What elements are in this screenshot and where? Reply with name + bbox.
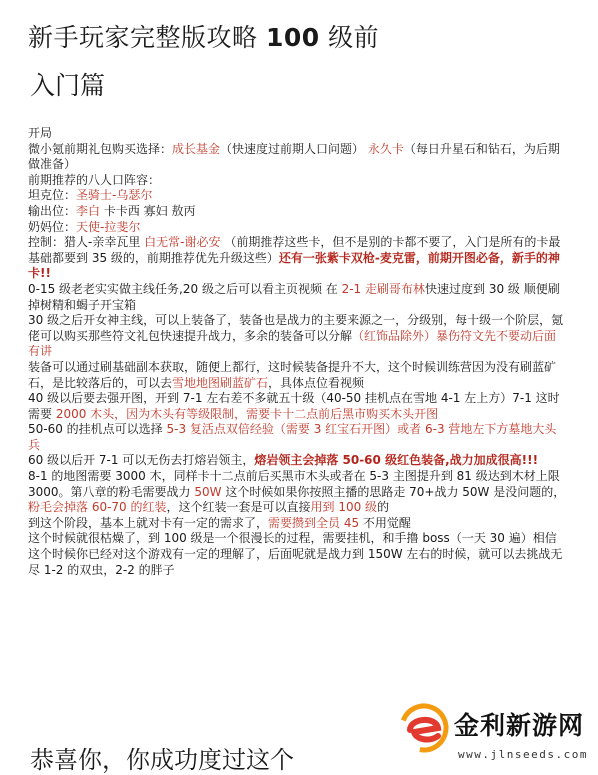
congrats-heading: 恭喜你，你成功度过这个 — [30, 746, 294, 774]
highlight-text: 2000 木头，因为木头有等级限制，需要卡十二点前后黑市购买木头开图 — [55, 406, 439, 421]
paragraph-text: 快速过度到 30 级 顺便刷掉树精和蝎子开宝箱 — [28, 281, 560, 312]
guide-paragraph — [28, 516, 568, 532]
watermark-site-name: 金利新游网 — [454, 711, 585, 740]
guide-paragraph — [28, 391, 568, 422]
highlight-text: （红饰品除外）暴伤符文先不要动后面有讲 — [28, 328, 557, 359]
highlight-text: 李白 — [76, 203, 101, 218]
page-title — [28, 18, 379, 54]
guide-paragraph — [28, 173, 568, 189]
guide-paragraph — [28, 282, 568, 313]
paragraph-text: （每日升星石和钻石，为后期做准备） — [28, 141, 560, 172]
paragraph-text: 控制：猎人-亲幸瓦里 — [28, 235, 145, 250]
paragraph-text: 前期推荐的八人口阵容： — [28, 172, 161, 187]
paragraph-text: 0-15 级老老实实做主线任务,20 级之后可以看主页视频 在 — [28, 281, 342, 296]
guide-paragraph — [28, 531, 568, 578]
highlight-text: 需要攒到全员 45 — [268, 515, 360, 530]
paragraph-text: 50-60 的挂机点可以选择 — [28, 422, 167, 437]
paragraph-text: （前期推荐这些卡，但不是别的卡都不要了，入门是所有的卡最基础都要到 35 级的，前期推荐优先升级这些） — [28, 235, 561, 265]
highlight-text: 用到 100 级 — [310, 500, 378, 515]
paragraph-text: 的 — [377, 500, 390, 515]
paragraph-text: 30 级之后开女神主线，可以上装备了，装备也是战力的主要来源之一，分级别，每十级一个阶层，氪佬可以购买那些符文礼包快速提升战力，多余的装备可以分解 — [28, 313, 564, 343]
paragraph-text: 装备可以通过刷基础副本获取，随便上都行，这时候装备提升不大，这个时候训练营因为没有刷蓝矿石，是比较落后的，可以去 — [28, 359, 557, 390]
highlight-text: 天使-拉斐尔 — [76, 219, 141, 234]
paragraph-text: 奶妈位： — [28, 219, 77, 234]
highlight-text: 白无常-谢必安 — [144, 235, 221, 250]
paragraph-text: 开局 — [28, 126, 53, 140]
paragraph-text: 这个时候就很枯燥了，到 100 级是一个很漫长的过程，需要挂机，和手撸 boss（一天 30 遍）相信这个时候你已经对这个游戏有一定的理解了，后面呢就是战力到 150W 左右的时候，就可以去挑战无尽 1-2 的双虫，2-2 的胖子 — [28, 531, 563, 577]
section-subtitle: 入门篇 — [30, 71, 106, 100]
paragraph-text: 8-1 的地图需要 3000 木，同样卡十二点前后买黑市木头或者在 5-3 主图提升到 81 级达到木材上限 3000。第八章的粉毛需要战力 — [28, 469, 560, 499]
highlight-text: 5-3 复活点双倍经验（需要 3 红宝石开图）或者 6-3 营地左下方墓地大头兵 — [28, 422, 557, 452]
paragraph-text: 40 级以后要去强开图，开到 7-1 左右差不多就五十级（40-50 挂机点在雪地 4-1 左上方）7-1 这时需要 — [28, 391, 560, 421]
highlight-text: 还有一张紫卡双枪-麦克雷，前期开图必备，新手的神卡!! — [28, 250, 560, 281]
paragraph-text: 卡卡西 寡妇 敖丙 — [100, 203, 196, 218]
highlight-text: 雪地地图刷蓝矿石 — [172, 375, 269, 390]
guide-paragraph — [28, 188, 568, 204]
guide-paragraph — [28, 204, 568, 220]
paragraph-text: 60 级以后开 7-1 可以无伤去打熔岩领主， — [28, 453, 255, 468]
paragraph-text: 微小氪前期礼包购买选择： — [28, 141, 173, 156]
guide-paragraph — [28, 360, 568, 391]
guide-paragraph — [28, 142, 568, 173]
site-logo-icon — [398, 702, 450, 754]
guide-paragraph — [28, 313, 568, 360]
title-level-number: 100 — [265, 23, 320, 52]
title-part-2: 级前 — [328, 23, 380, 52]
paragraph-text: 坦克位： — [28, 188, 77, 203]
highlight-text: 2-1 走刷哥布林 — [341, 281, 425, 296]
paragraph-text: ，这个红装一套是可以直接 — [166, 500, 311, 515]
paragraph-text: ，具体点位看视频 — [268, 375, 365, 390]
guide-paragraph — [28, 422, 568, 453]
watermark-site-url: www.jlnseeds.com — [458, 748, 588, 761]
paragraph-text: 输出位： — [28, 203, 77, 218]
guide-paragraph — [28, 220, 568, 236]
guide-paragraph — [28, 235, 568, 282]
title-part-1: 新手玩家完整版攻略 — [28, 23, 258, 52]
highlight-text: 圣骑士-乌瑟尔 — [76, 188, 153, 203]
highlight-text: 永久卡 — [367, 141, 404, 156]
highlight-text: 熔岩领主会掉落 50-60 级红色装备,战力加成很高!!! — [254, 453, 539, 468]
highlight-text: 粉毛会掉落 60-70 的红装 — [28, 500, 167, 515]
highlight-text: 成长基金 — [172, 141, 221, 156]
guide-paragraph — [28, 469, 568, 516]
paragraph-text: （快速度过前期人口问题） — [220, 141, 368, 156]
site-watermark — [396, 698, 592, 770]
guide-paragraph — [28, 453, 568, 469]
highlight-text: 50W — [194, 484, 222, 499]
paragraph-text: 到这个阶段，基本上就对卡有一定的需求了， — [28, 515, 269, 530]
paragraph-text: 不用觉醒 — [359, 515, 411, 530]
guide-paragraph — [28, 126, 568, 142]
guide-body — [28, 126, 568, 578]
paragraph-text: 这个时候如果你按照主播的思路走 70+战力 50W 是没问题的， — [221, 484, 566, 499]
